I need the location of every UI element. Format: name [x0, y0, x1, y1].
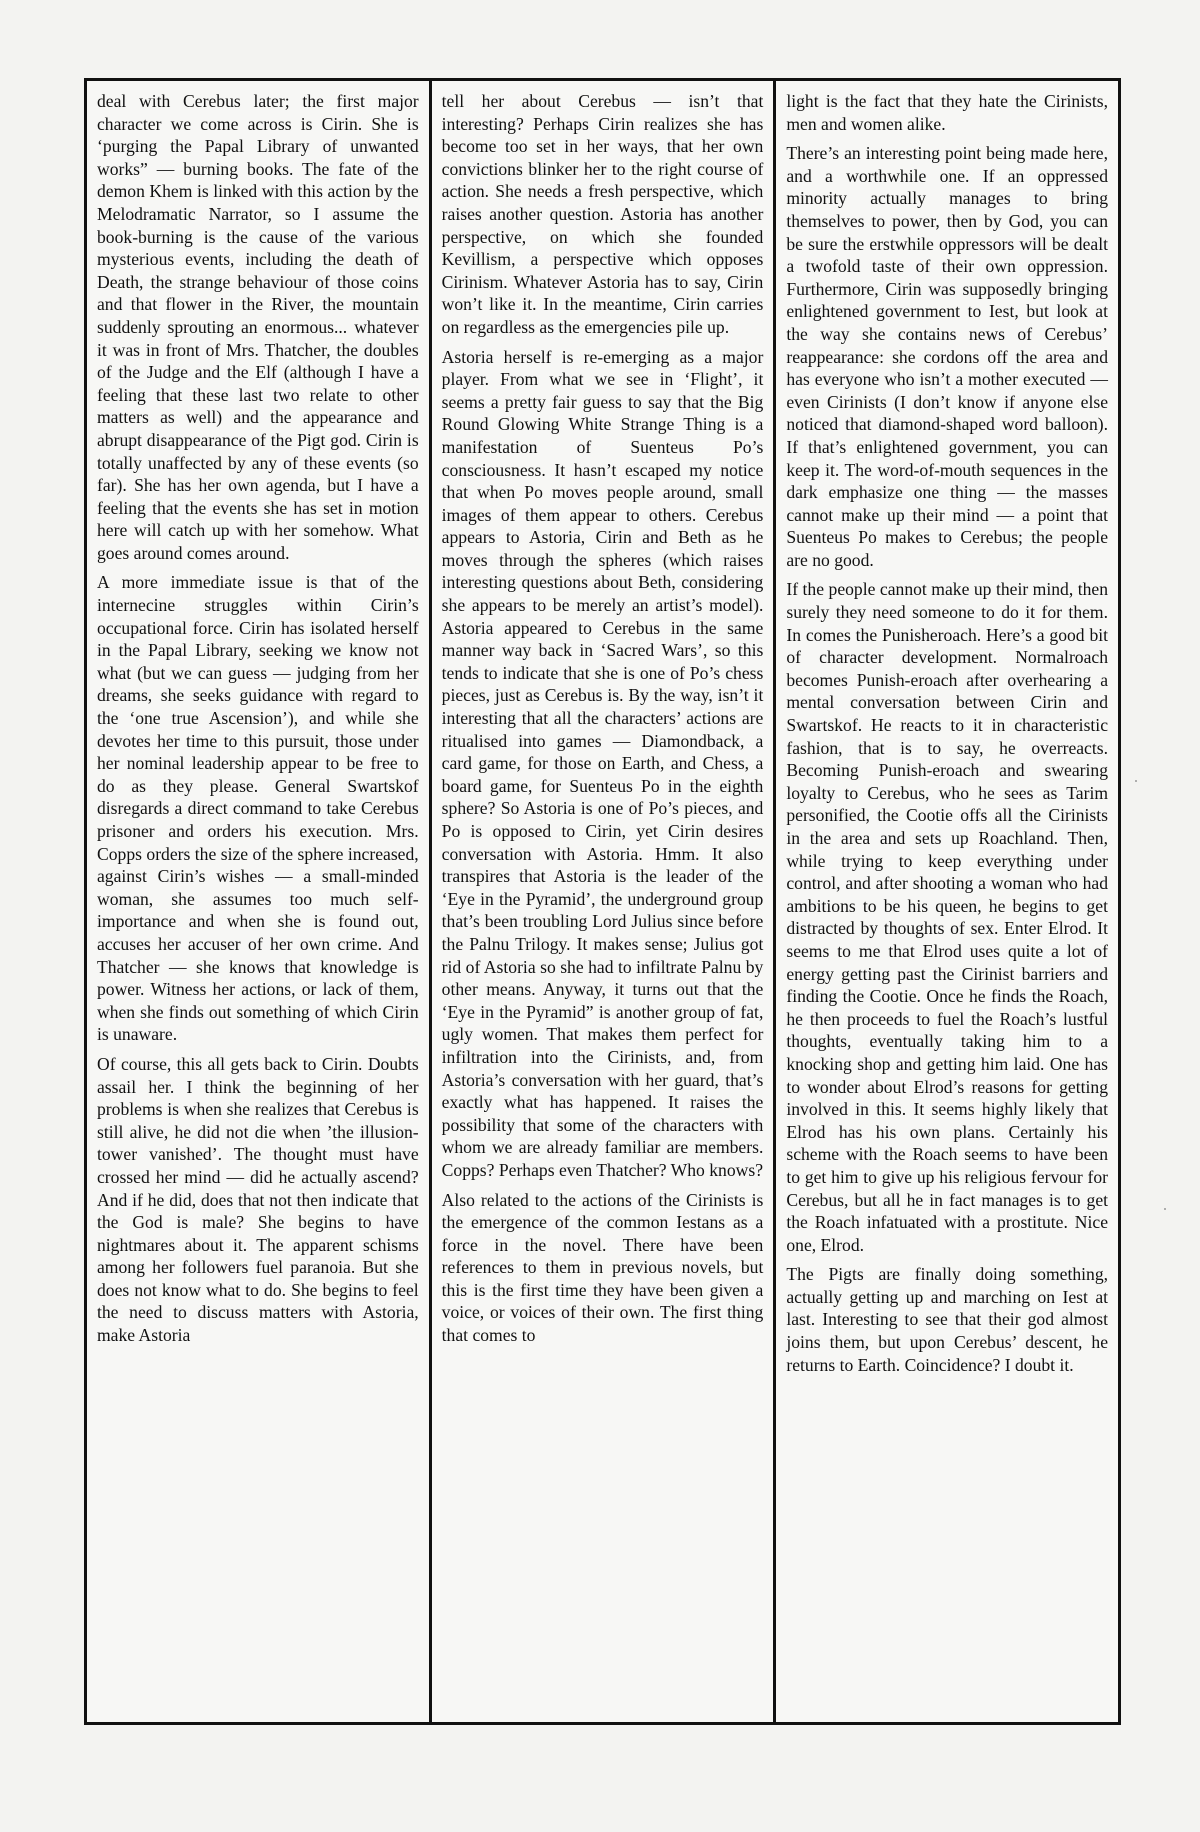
paragraph: deal with Cerebus later; the first major character we come across is Cirin. She is ‘purging the Papal Library of unwanted works” — burning books. The fate of the demon Khem is linked with this action by the Melodramatic Narrator, so I assume the book-burning is the cause of the various mysterious events, including the death of Death, the strange behaviour of those coins and that flower in the River, the mountain suddenly sprouting an enormous... whatever it was in front of Mrs. Thatcher, the doubles of the Judge and the Elf (although I have a feeling that these last two relate to other matters as well) and the appearance and abrupt disappearance of the Pigt god. Cirin is totally unaffected by any of these events (so far). She has her own agenda, but I have a feeling that the events she has set in motion here will catch up with her somehow. What goes around comes around.: [97, 91, 419, 563]
paragraph: The Pigts are finally doing something, actually getting up and marching on Iest at last. Interesting to see that their god almost joins them, but upon Cerebus’ descent, he returns to Earth. Coincidence? I doubt it.: [786, 1264, 1109, 1375]
paragraph: A more immediate issue is that of the internecine struggles within Cirin’s occupational force. Cirin has isolated herself in the Papal Library, seeking we know not what (but we can guess — judging from her dreams, she seeks guidance with regard to the ‘one true Ascension’), and while she devotes her time to this pursuit, those under her nominal leadership appear to be free to do as they please. General Swartskof disregards a direct command to take Cerebus prisoner and orders his execution. Mrs. Copps orders the size of the sphere increased, against Cirin’s wishes — a small-minded woman, she assumes too much self-importance and when she is found out, accuses her accuser of her own crime. And Thatcher — she knows that knowledge is power. Witness her actions, or lack of them, when she finds out something of which Cirin is unaware.: [97, 572, 419, 1045]
paragraph: Also related to the actions of the Cirinists is the emergence of the common Iestans as a force in the novel. There have been references to them in previous novels, but this is the first time they have been given a voice, or voices of their own. The first thing that comes to: [441, 1189, 764, 1346]
paragraph: There’s an interesting point being made here, and a worthwhile one. If an oppressed minority actually manages to bring themselves to power, then by God, you can be sure the erstwhile oppressors will be dealt a twofold taste of their own oppression. Furthermore, Cirin was supposedly bringing enlightened government to Iest, but look at the way she contains news of Cerebus’ reappearance: she cordons off the area and has everyone who isn’t a mother executed — even Cirinists (I don’t know if anyone else noticed that diamond-shaped word balloon). If that’s enlightened government, you can keep it. The word-of-mouth sequences in the dark emphasize one thing — the masses cannot make up their mind — a point that Suenteus Po makes to Cerebus; the people are no good.: [786, 143, 1109, 570]
text-column-2: [429, 81, 774, 1722]
article-frame: [84, 78, 1121, 1725]
paragraph: Of course, this all gets back to Cirin. Doubts assail her. I think the beginning of her problems is when she realizes that Cerebus is still alive, he did not die when ’the illusion-tower vanished’. The thought must have crossed her mind — did he actually ascend? And if he did, does that not then indicate that the God is male? She begins to have nightmares about it. The apparent schisms among her followers fuel paranoia. But she does not know what to do. She begins to feel the need to discuss matters with Astoria, make Astoria: [97, 1053, 419, 1346]
paragraph: light is the fact that they hate the Cirinists, men and women alike.: [786, 91, 1109, 134]
text-column-3: [773, 81, 1118, 1722]
paragraph: tell her about Cerebus — isn’t that interesting? Perhaps Cirin realizes she has become too set in her ways, that her own convictions blinker her to the right course of action. She needs a fresh perspective, which raises another question. Astoria has another perspective, on which she founded Kevillism, a perspective which opposes Cirinism. Whatever Astoria has to say, Cirin won’t like it. In the meantime, Cirin carries on regardless as the emergencies pile up.: [441, 91, 764, 337]
paragraph: If the people cannot make up their mind, then surely they need someone to do it for them. In comes the Punisheroach. Here’s a good bit of character development. Normalroach becomes Punish-eroach after overhearing a mental conversation between Cirin and Swartskof. He reacts to it in characteristic fashion, that is to say, he overreacts. Becoming Punish-eroach and swearing loyalty to Cerebus, who he sees as Tarim personified, the Cootie offs all the Cirinists in the area and sets up Roachland. Then, while trying to keep everything under control, and after shooting a woman who had ambitions to be his queen, he begins to get distracted by thoughts of sex. Enter Elrod. It seems to me that Elrod uses quite a lot of energy getting past the Cirinist barriers and finding the Cootie. Once he finds the Roach, he then proceeds to fuel the Roach’s lustful thoughts, eventually taking him to a knocking shop and getting him laid. One has to wonder about Elrod’s reasons for getting involved in this. It seems highly likely that Elrod has his own plans. Certainly his scheme with the Roach seems to have been to get him to give up his religious fervour for Cerebus, but all he in fact manages is to get the Roach infatuated with a prostitute. Nice one, Elrod.: [786, 579, 1109, 1255]
text-column-1: [87, 81, 429, 1722]
paper-speck: [1135, 780, 1137, 782]
paragraph: Astoria herself is re-emerging as a major player. From what we see in ‘Flight’, it seems a pretty fair guess to say that the Big Round Glowing White Strange Thing is a manifestation of Suenteus Po’s consciousness. It hasn’t escaped my notice that when Po moves people around, small images of them appear to others. Cerebus appears to Astoria, Cirin and Beth as he moves through the spheres (which raises interesting questions about Beth, considering she appears to be merely an artist’s model). Astoria appeared to Cerebus in the same manner way back in ‘Sacred Wars’, so this tends to indicate that she is one of Po’s chess pieces, just as Cerebus is. By the way, isn’t it interesting that all the characters’ actions are ritualised into games — Diamondback, a card game, for those on Earth, and Chess, a board game, for Suenteus Po in the eighth sphere? So Astoria is one of Po’s pieces, and Po is opposed to Cirin, yet Cirin desires conversation with Astoria. Hmm. It also transpires that Astoria is the leader of the ‘Eye in the Pyramid’, the underground group that’s been troubling Lord Julius since before the Palnu Trilogy. It makes sense; Julius got rid of Astoria so she had to infiltrate Palnu by other means. Anyway, it turns out that the ‘Eye in the Pyramid” is another group of fat, ugly women. That makes them perfect for infiltration into the Cirinists, and, from Astoria’s conversation with her guard, that’s exactly what has happened. It raises the possibility that some of the characters with whom we are already familiar are members. Copps? Perhaps even Thatcher? Who knows?: [441, 346, 764, 1180]
paper-speck: [1164, 1208, 1166, 1210]
